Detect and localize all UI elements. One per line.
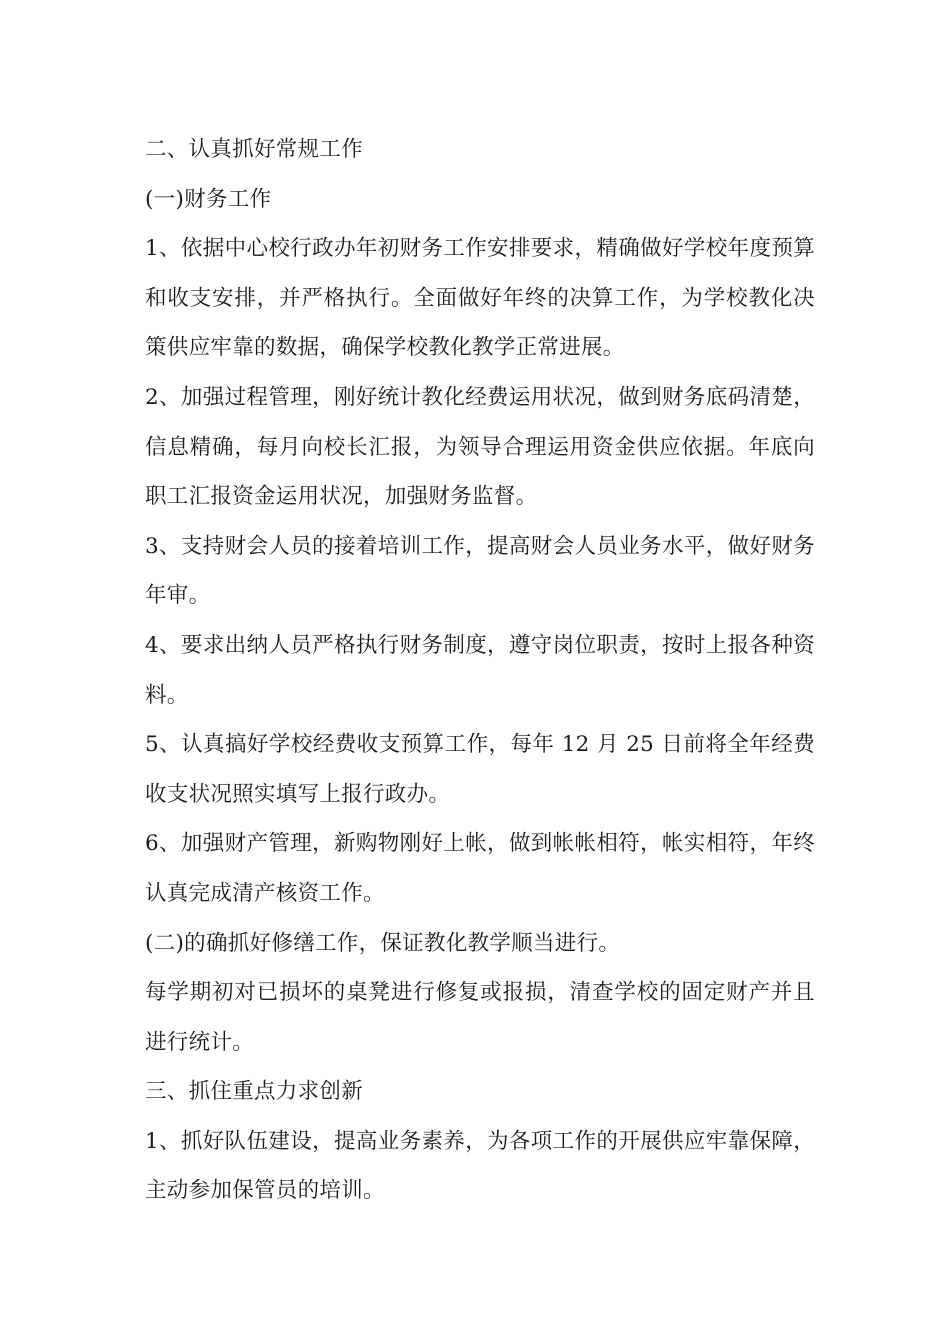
section-heading-routine-work: 二、认真抓好常规工作	[145, 137, 364, 162]
document-body	[145, 125, 815, 1216]
finance-item-1: 1、依据中心校行政办年初财务工作安排要求，精确做好学校年度预算和收支安排，并严格执行。全面做好年终的决算工作，为学校教化决策供应牢靠的数据，确保学校教化教学正常进展。	[145, 236, 815, 361]
finance-item-4: 4、要求出纳人员严格执行财务制度，遵守岗位职责，按时上报各种资料。	[145, 632, 815, 708]
repairs-paragraph: 每学期初对已损坏的桌凳进行修复或报损，清查学校的固定财产并且进行统计。	[145, 980, 815, 1055]
finance-item-2: 2、加强过程管理，刚好统计教化经费运用状况，做到财务底码清楚，信息精确，每月向校长汇报，为领导合理运用资金供应依据。年底向职工汇报资金运用状况，加强财务监督。	[145, 384, 815, 510]
subsection-heading-finance: (一)财务工作	[145, 186, 272, 212]
section-heading-innovation: 三、抓住重点力求创新	[145, 1079, 364, 1105]
finance-item-5: 5、认真搞好学校经费收支预算工作，每年 12 月 25 日前将全年经费收支状况照实填写上报行政办。	[145, 732, 815, 807]
finance-item-3: 3、支持财会人员的接着培训工作，提高财会人员业务水平，做好财务年审。	[145, 533, 815, 609]
finance-item-6: 6、加强财产管理，新购物刚好上帐，做到帐帐相符，帐实相符，年终认真完成清产核资工作。	[145, 831, 815, 906]
innovation-item-1: 1、抓好队伍建设，提高业务素养，为各项工作的开展供应牢靠保障，主动参加保管员的培训。	[145, 1128, 815, 1204]
subsection-heading-repairs: (二)的确抓好修缮工作，保证教化教学顺当进行。	[145, 930, 621, 956]
